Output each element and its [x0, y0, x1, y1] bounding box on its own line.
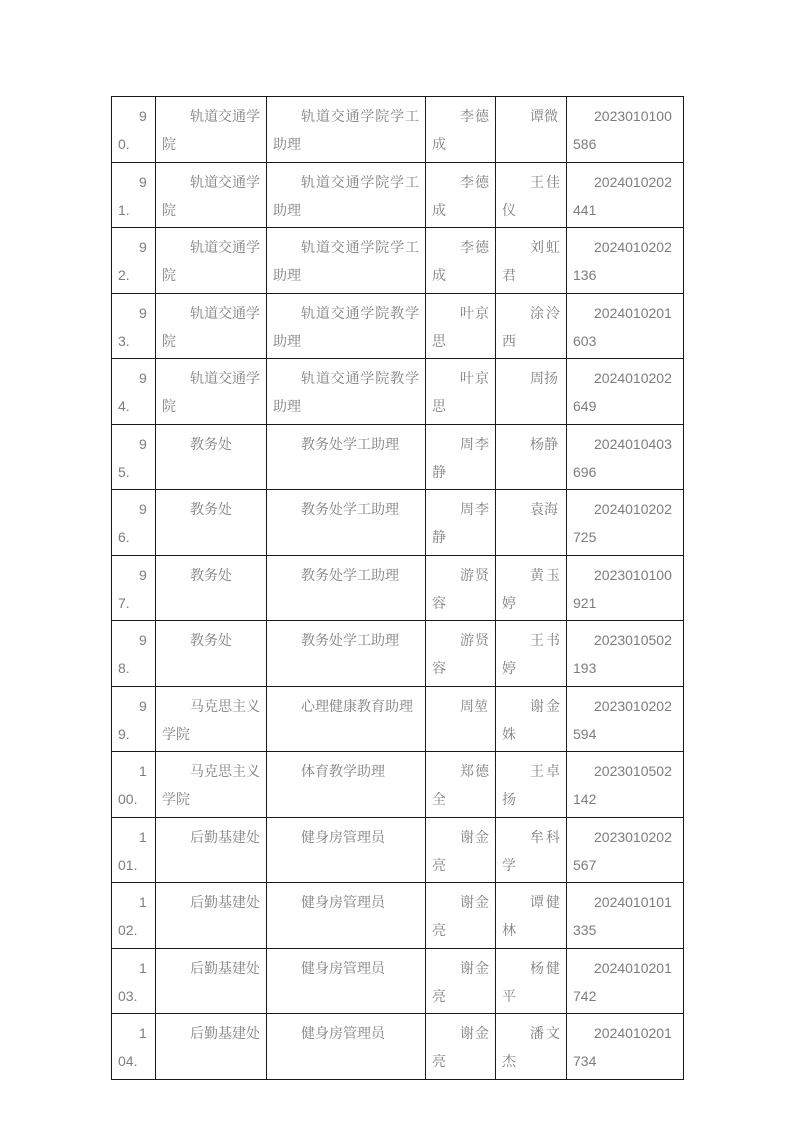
staff-name: 叶京思	[432, 370, 489, 414]
row-number: 97.	[118, 566, 147, 611]
student-name: 袁海	[530, 501, 558, 517]
department: 轨道交通学院	[162, 304, 260, 349]
table-row	[112, 293, 684, 359]
row-number: 94.	[118, 370, 147, 414]
student-name: 王佳仪	[502, 173, 560, 218]
row-number: 90.	[118, 108, 147, 152]
department: 轨道交通学院	[162, 370, 260, 414]
staff-name: 游贤容	[432, 632, 489, 676]
student-id: 2024010202649	[573, 370, 672, 414]
staff-name: 叶京思	[432, 304, 489, 349]
staff-name: 谢金亮	[432, 959, 489, 1004]
row-number: 91.	[118, 173, 147, 218]
table-row	[112, 555, 684, 621]
table-row	[112, 817, 684, 883]
department: 后勤基建处	[190, 959, 260, 976]
row-number: 95.	[118, 435, 147, 480]
row-number: 96.	[118, 501, 147, 545]
row-number: 103.	[118, 959, 147, 1004]
student-name: 周扬	[530, 370, 558, 386]
student-id: 2024010202725	[573, 501, 672, 545]
position: 教务处学工助理	[301, 566, 399, 583]
row-number: 101.	[118, 828, 147, 873]
table-row	[112, 686, 684, 752]
student-id: 2024010201603	[573, 304, 672, 349]
table-row	[112, 228, 684, 294]
row-number: 100.	[118, 763, 147, 807]
department: 马克思主义学院	[162, 763, 260, 807]
table-row	[112, 752, 684, 818]
position: 轨道交通学院学工助理	[273, 108, 419, 152]
staff-name: 谢金亮	[432, 828, 489, 873]
student-name: 刘虹君	[502, 239, 560, 283]
position: 教务处学工助理	[301, 501, 399, 517]
staff-name: 谢金亮	[432, 1025, 489, 1069]
student-name: 王书婷	[502, 632, 560, 676]
table-row	[112, 621, 684, 687]
staff-name: 周堃	[460, 697, 488, 714]
student-name: 杨健平	[502, 959, 560, 1004]
roster-table	[111, 96, 684, 1080]
position: 教务处学工助理	[301, 435, 399, 452]
position: 轨道交通学院学工助理	[273, 173, 419, 218]
row-number: 92.	[118, 239, 147, 283]
staff-name: 谢金亮	[432, 894, 489, 938]
table-row	[112, 162, 684, 228]
position: 体育教学助理	[301, 763, 385, 779]
table-row	[112, 359, 684, 425]
student-id: 2024010201734	[573, 1025, 672, 1069]
staff-name: 周李静	[432, 501, 489, 545]
position: 心理健康教育助理	[301, 697, 413, 714]
student-name: 杨静	[530, 435, 558, 452]
student-id: 2024010201742	[573, 959, 672, 1004]
table-row	[112, 97, 684, 163]
row-number: 98.	[118, 632, 147, 676]
student-name: 谭微	[530, 108, 558, 124]
table-row	[112, 883, 684, 949]
position: 轨道交通学院教学助理	[273, 304, 419, 349]
student-id: 2024010101335	[573, 894, 672, 938]
position: 健身房管理员	[301, 959, 385, 976]
department: 轨道交通学院	[162, 239, 260, 283]
staff-name: 李德成	[432, 108, 489, 152]
student-id: 2023010502193	[573, 632, 672, 676]
staff-name: 周李静	[432, 435, 489, 480]
staff-name: 游贤容	[432, 566, 489, 611]
department: 后勤基建处	[190, 1025, 260, 1041]
student-id: 2023010202567	[573, 828, 672, 873]
department: 教务处	[190, 632, 232, 648]
department: 轨道交通学院	[162, 173, 260, 218]
student-name: 牟科学	[502, 828, 560, 873]
department: 马克思主义学院	[162, 697, 260, 742]
row-number: 102.	[118, 894, 147, 938]
staff-name: 郑德全	[432, 763, 489, 807]
department: 教务处	[190, 501, 232, 517]
student-id: 2024010403696	[573, 435, 672, 480]
staff-name: 李德成	[432, 239, 489, 283]
student-name: 谢金姝	[502, 697, 560, 742]
table-row	[112, 948, 684, 1014]
position: 教务处学工助理	[301, 632, 399, 648]
student-id: 2024010202136	[573, 239, 672, 283]
table-row	[112, 1014, 684, 1080]
table-row	[112, 424, 684, 490]
student-id: 2023010100586	[573, 108, 672, 152]
student-name: 黄玉婷	[502, 566, 560, 611]
department: 后勤基建处	[190, 828, 260, 845]
position: 轨道交通学院教学助理	[273, 370, 419, 414]
row-number: 104.	[118, 1025, 147, 1069]
student-name: 王卓扬	[502, 763, 560, 807]
student-id: 2023010502142	[573, 763, 672, 807]
department: 后勤基建处	[190, 894, 260, 910]
department: 教务处	[190, 566, 232, 583]
student-name: 谭健林	[502, 894, 560, 938]
position: 健身房管理员	[301, 828, 385, 845]
department: 教务处	[190, 435, 232, 452]
row-number: 99.	[118, 697, 147, 742]
position: 轨道交通学院学工助理	[273, 239, 419, 283]
table-row	[112, 490, 684, 556]
student-id: 2024010202441	[573, 173, 672, 218]
row-number: 93.	[118, 304, 147, 349]
department: 轨道交通学院	[162, 108, 260, 152]
position: 健身房管理员	[301, 894, 385, 910]
position: 健身房管理员	[301, 1025, 385, 1041]
student-id: 2023010202594	[573, 697, 672, 742]
staff-name: 李德成	[432, 173, 489, 218]
student-name: 潘文杰	[502, 1025, 560, 1069]
student-id: 2023010100921	[573, 566, 672, 611]
student-name: 涂泠西	[502, 304, 560, 349]
